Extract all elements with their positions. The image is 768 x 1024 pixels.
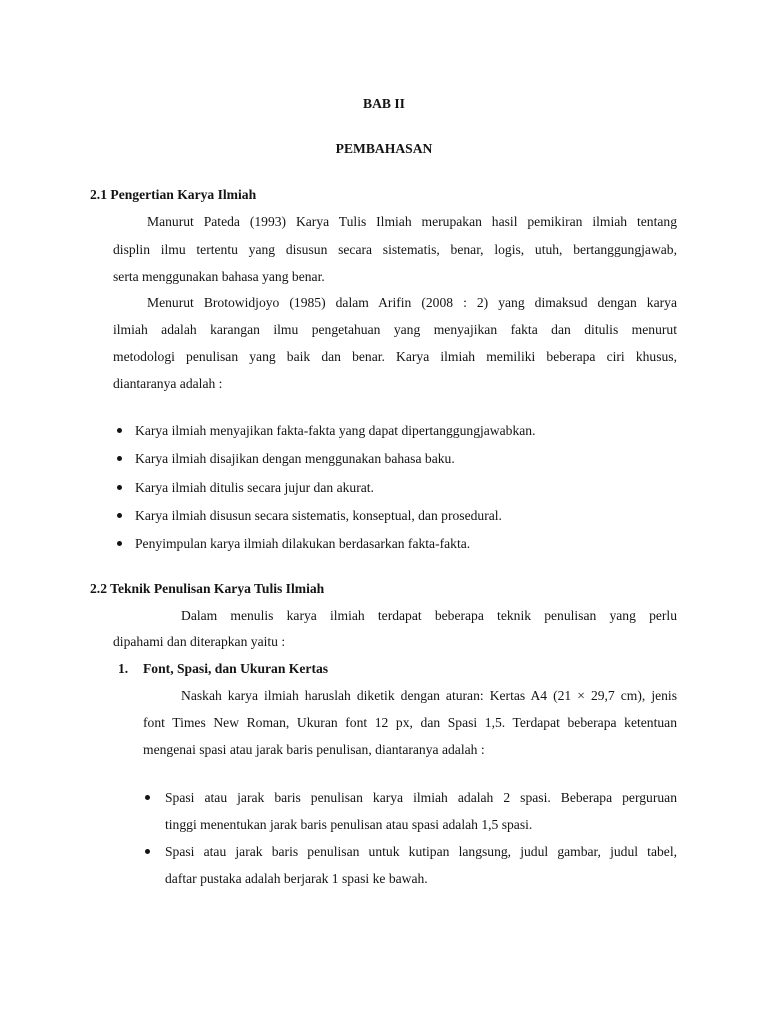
paragraph-line: ilmiah adalah karangan ilmu pengetahuan yang menyajikan fakta dan ditulis menurut [113,322,677,337]
list-item-text: Karya ilmiah ditulis secara jujur dan akurat. [135,480,374,495]
subsection-number: 1. [118,661,129,676]
paragraph-line: dipahami dan diterapkan yaitu : [113,634,286,649]
section-heading-2-2: 2.2 Teknik Penulisan Karya Tulis Ilmiah [90,581,325,596]
list-item-text: Spasi atau jarak baris penulisan untuk kutipan langsung, judul gambar, judul tabel, [165,844,677,859]
list-item-text: daftar pustaka adalah berjarak 1 spasi ke bawah. [165,871,428,886]
paragraph-line: Naskah karya ilmiah haruslah diketik dengan aturan: Kertas A4 (21 × 29,7 cm), jenis [181,688,677,703]
list-item-text: Penyimpulan karya ilmiah dilakukan berdasarkan fakta-fakta. [135,536,471,551]
paragraph-line: displin ilmu tertentu yang disusun secara sistematis, benar, logis, utuh, bertanggungjawab, [113,242,677,257]
paragraph-line: Manurut Pateda (1993) Karya Tulis Ilmiah merupakan hasil pemikiran ilmiah tentang [147,214,677,229]
paragraph-line: Menurut Brotowidjoyo (1985) dalam Arifin (2008 : 2) yang dimaksud dengan karya [147,295,677,310]
paragraph-line: diantaranya adalah : [113,376,223,391]
paragraph-line: Dalam menulis karya ilmiah terdapat beberapa teknik penulisan yang perlu [181,608,677,623]
subsection-heading: Font, Spasi, dan Ukuran Kertas [143,661,329,676]
paragraph-line: font Times New Roman, Ukuran font 12 px, dan Spasi 1,5. Terdapat beberapa ketentuan [143,715,677,730]
bullet-icon [117,456,122,461]
section-heading-2-1: 2.1 Pengertian Karya Ilmiah [90,187,257,202]
paragraph-line: metodologi penulisan yang baik dan benar. Karya ilmiah memiliki beberapa ciri khusus, [113,349,677,364]
bullet-icon [117,428,122,433]
paragraph-line: mengenai spasi atau jarak baris penulisan, diantaranya adalah : [143,742,485,757]
bullet-icon [117,485,122,490]
list-item-text: Karya ilmiah disusun secara sistematis, konseptual, dan prosedural. [135,508,502,523]
list-item-text: Karya ilmiah menyajikan fakta-fakta yang dapat dipertanggungjawabkan. [135,423,536,438]
bullet-icon [145,849,150,854]
bullet-icon [145,795,150,800]
bullet-icon [117,513,122,518]
list-item-text: tinggi menentukan jarak baris penulisan atau spasi adalah 1,5 spasi. [165,817,533,832]
chapter-title: PEMBAHASAN [335,141,433,156]
list-item-text: Karya ilmiah disajikan dengan menggunakan bahasa baku. [135,451,455,466]
list-item-text: Spasi atau jarak baris penulisan karya ilmiah adalah 2 spasi. Beberapa perguruan [165,790,677,805]
chapter-number: BAB II [363,96,405,111]
paragraph-line: serta menggunakan bahasa yang benar. [113,269,325,284]
bullet-icon [117,541,122,546]
